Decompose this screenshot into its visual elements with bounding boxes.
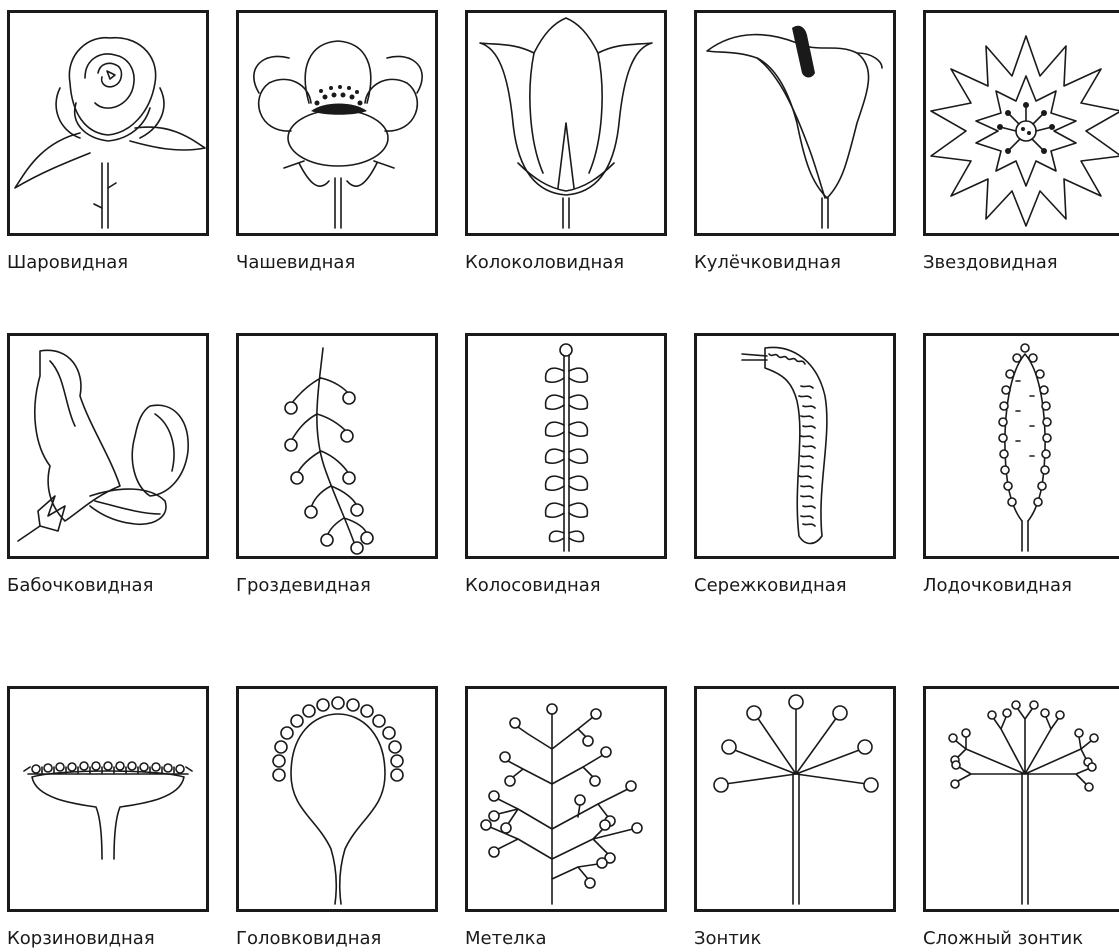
tile-bell [465,10,667,236]
compound-umbel-icon [926,689,1119,909]
tile-basket [7,686,209,912]
umbel-icon [697,689,893,909]
tile-rose [7,10,209,236]
label-bell: Колоколовидная [465,252,625,273]
label-head: Головковидная [236,928,382,949]
tile-spike [465,333,667,559]
head-icon [239,689,435,909]
label-compound-umbel: Сложный зонтик [923,928,1084,949]
tile-cup [236,10,438,236]
label-star: Звездовидная [923,252,1058,273]
tile-butterfly [7,333,209,559]
label-spadix: Лодочковидная [923,575,1072,596]
label-raceme: Гроздевидная [236,575,371,596]
label-basket: Корзиновидная [7,928,155,949]
basket-icon [10,689,206,909]
spike-icon [468,336,664,556]
rose-flower-icon [10,13,206,233]
cup-flower-icon [239,13,435,233]
calla-flower-icon [697,13,893,233]
catkin-icon [697,336,893,556]
label-umbel: Зонтик [694,928,762,949]
panicle-icon [468,689,664,909]
tile-umbel [694,686,896,912]
tile-head [236,686,438,912]
spadix-icon [926,336,1119,556]
raceme-icon [239,336,435,556]
label-butterfly: Бабочковидная [7,575,154,596]
label-catkin: Сережковидная [694,575,847,596]
label-spike: Колосовидная [465,575,601,596]
tile-raceme [236,333,438,559]
tile-spadix [923,333,1119,559]
tile-catkin [694,333,896,559]
label-calla: Кулёчковидная [694,252,841,273]
label-cup: Чашевидная [236,252,356,273]
tile-panicle [465,686,667,912]
bell-flower-icon [468,13,664,233]
label-rose: Шаровидная [7,252,129,273]
tile-calla [694,10,896,236]
label-panicle: Метелка [465,928,547,949]
tile-star [923,10,1119,236]
butterfly-flower-icon [10,336,206,556]
tile-compound-umbel [923,686,1119,912]
star-flower-icon [926,13,1119,233]
